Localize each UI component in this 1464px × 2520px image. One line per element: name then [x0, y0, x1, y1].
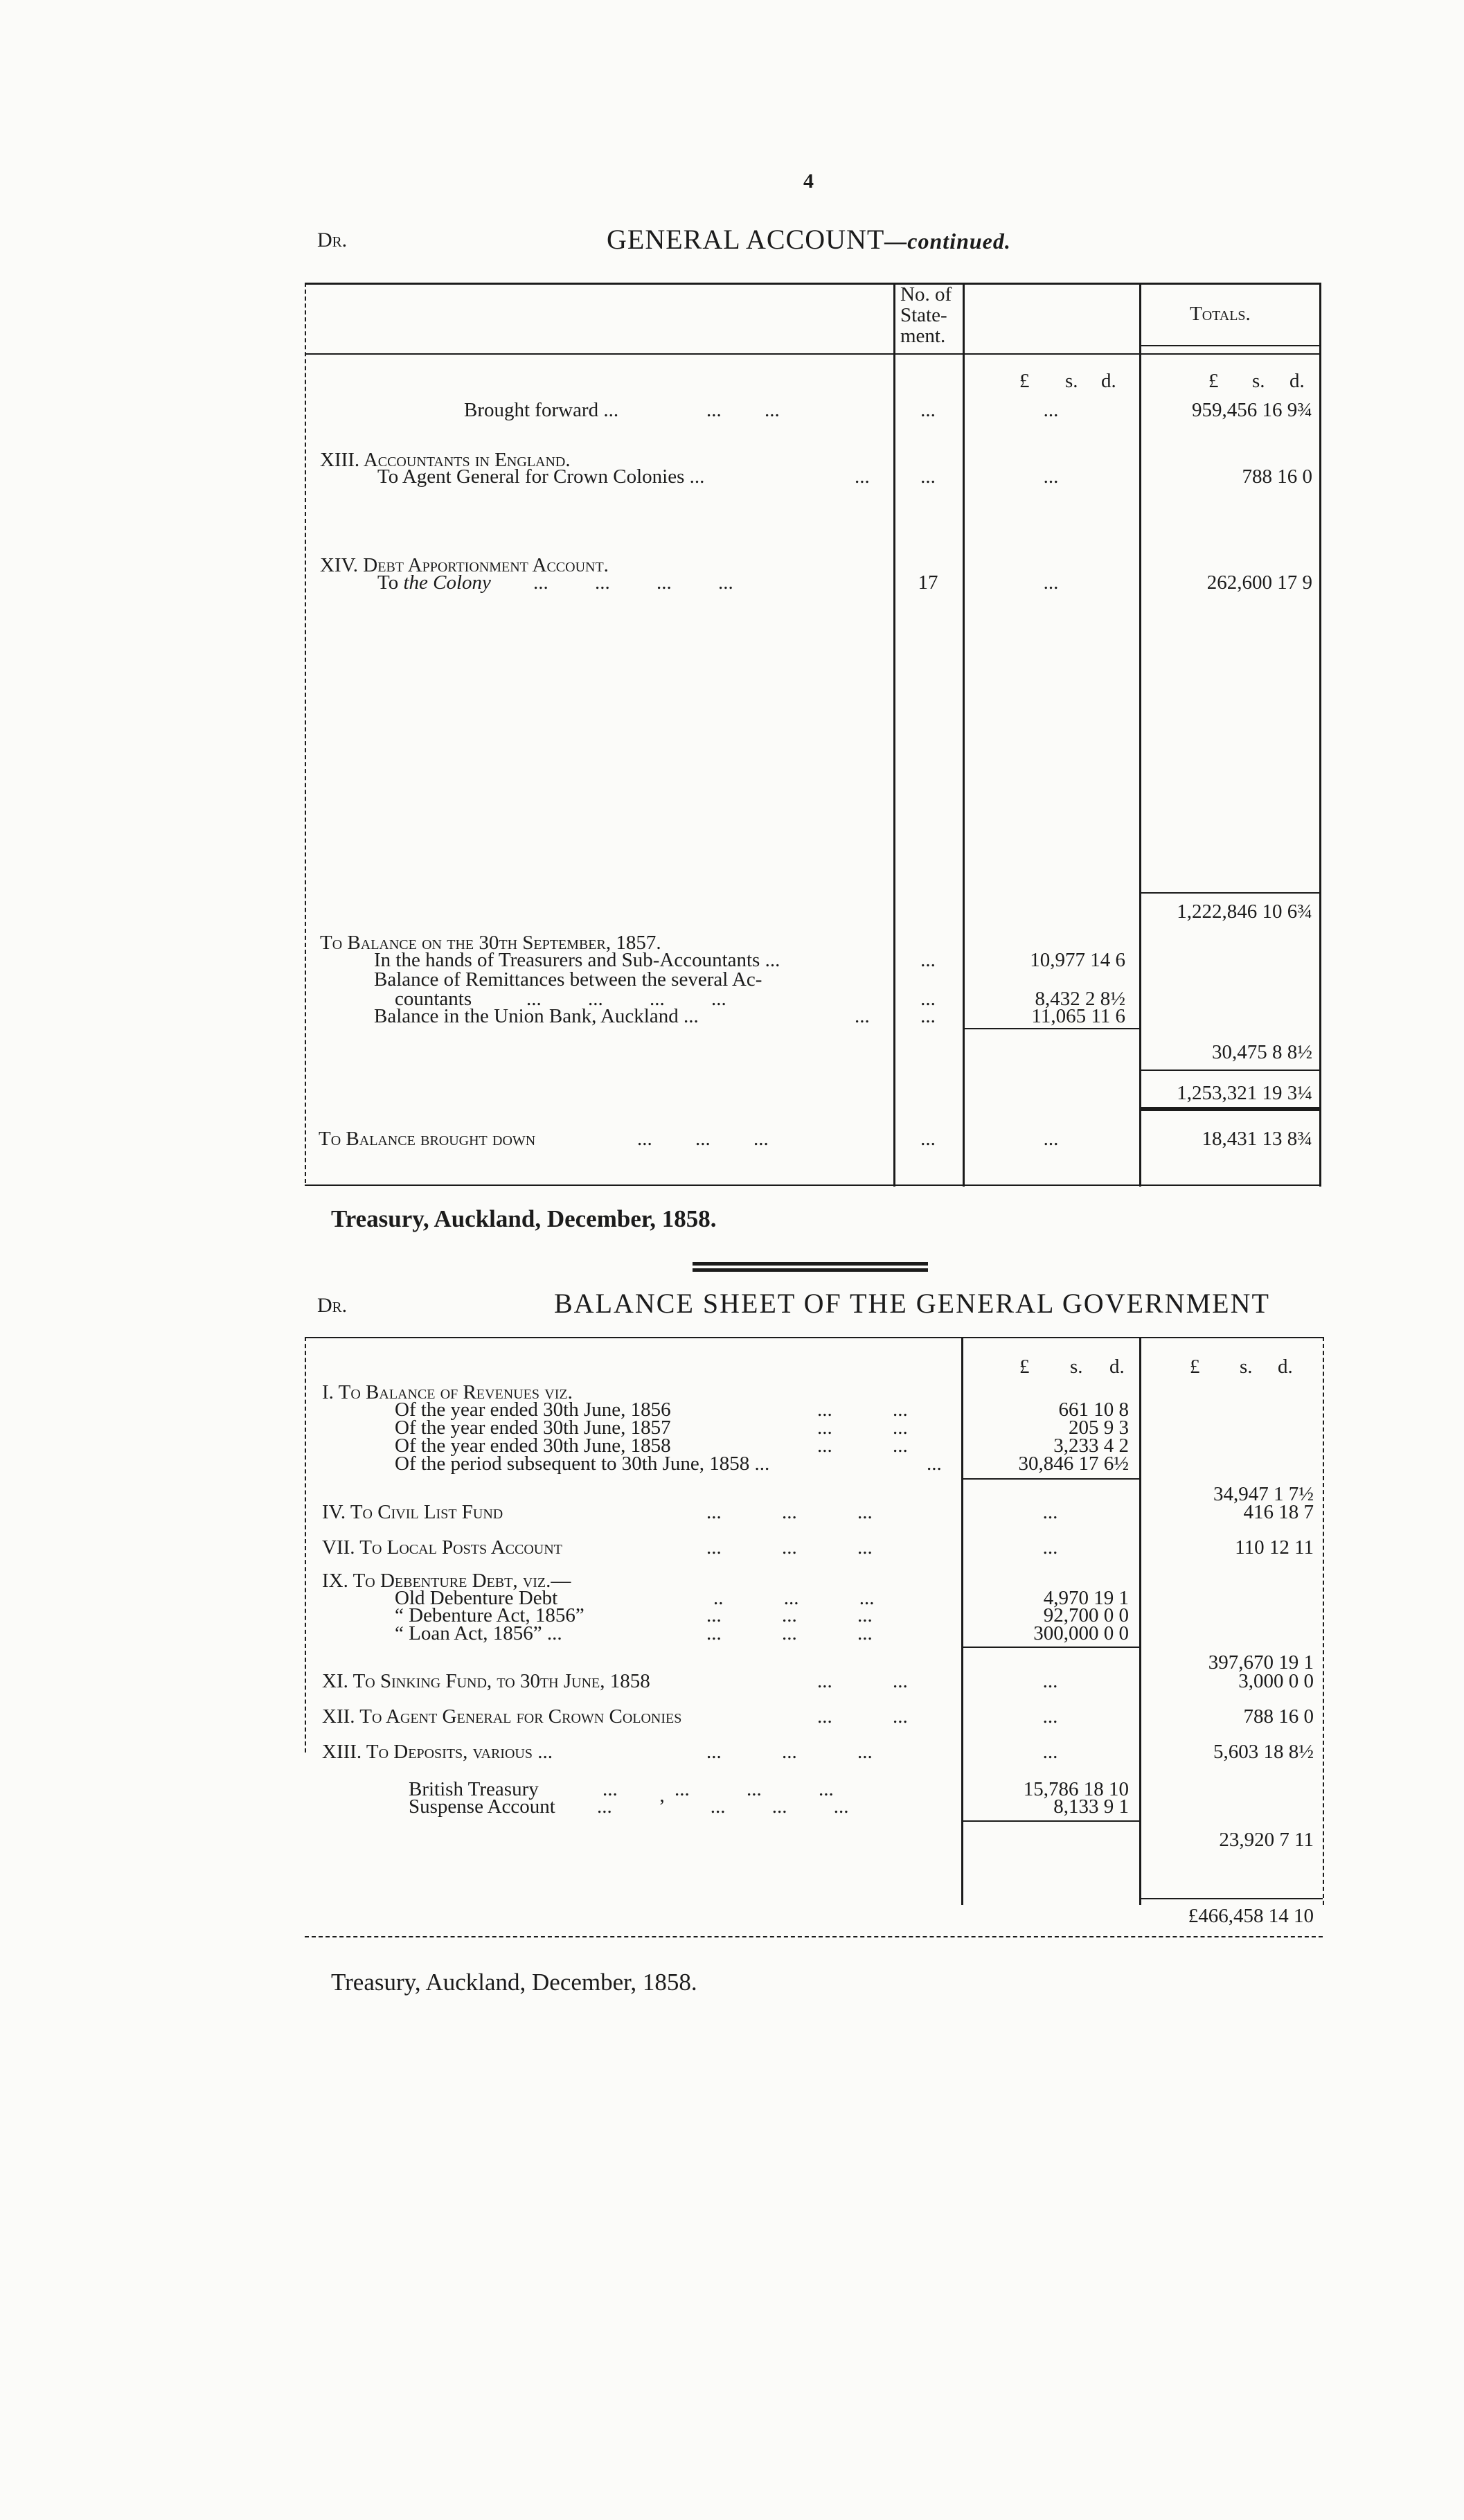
deposits-label: XIII. To Deposits, various ...: [322, 1741, 553, 1763]
xiv-colony-label: [377, 571, 491, 594]
bal-remittances-stmt: ...: [920, 988, 936, 1010]
bal-remittances-dots: ... ... ... ...: [526, 988, 726, 1010]
separator-rule-1: [693, 1262, 928, 1266]
bal-remittances-label-1: Balance of Remittances between the several Ac-: [374, 968, 762, 991]
sinking-fund-label: XI. To Sinking Fund, to 30th June, 1858: [322, 1670, 650, 1692]
general-footer: Treasury, Auckland, December, 1858.: [331, 1205, 717, 1232]
brought-forward-total: 959,456 16 9¾: [1192, 399, 1312, 421]
xiii-agent-label: To Agent General for Crown Colonies ...: [377, 465, 705, 488]
general-bottom-rule: [305, 1184, 1321, 1186]
balance-amt-s-head: s.: [1070, 1356, 1083, 1378]
xiv-colony-name: the Colony: [403, 571, 491, 594]
revenue-1858-label: Of the year ended 30th June, 1858: [395, 1435, 671, 1457]
civil-list-label: IV. To Civil List Fund: [322, 1501, 503, 1523]
grand-total-double-rule: [1139, 1107, 1319, 1111]
general-amt-s-head: s.: [1065, 370, 1078, 392]
bal-treasurers-stmt: ...: [920, 949, 936, 971]
debenture-total: 397,670 19 1: [1208, 1651, 1314, 1674]
statement-column-header: [900, 284, 952, 346]
totals-column-header: Totals.: [1190, 303, 1251, 325]
statement-header-line-1: No. of: [900, 283, 952, 305]
general-table-top-rule: [305, 283, 1321, 285]
local-posts-amount: ...: [1042, 1536, 1058, 1559]
revenue-1857-dots: ... ...: [817, 1417, 908, 1439]
civil-list-total: 416 18 7: [1243, 1501, 1314, 1523]
balance-1857-heading: To Balance on the 30th September, 1857.: [320, 932, 661, 954]
grand-total-top-rule: [1139, 1070, 1319, 1071]
general-right-rule: [1319, 283, 1321, 1187]
balance-total-rule: [1139, 1898, 1323, 1899]
british-treasury-label: British Treasury: [409, 1778, 539, 1800]
brought-down-label: To Balance brought down: [319, 1128, 536, 1150]
civil-list-dots: ... ... ...: [706, 1501, 873, 1523]
general-total-d-head: d.: [1289, 370, 1305, 392]
old-debenture-dots: .. ... ...: [713, 1587, 875, 1609]
bal-remittances-label-2: countants: [395, 988, 472, 1010]
old-debenture-label: Old Debenture Debt: [395, 1587, 558, 1609]
balance-left-rule: [305, 1337, 306, 1753]
balance-total-s-head: s.: [1240, 1356, 1253, 1378]
bal-remittances-amount: 8,432 2 8½: [1035, 988, 1125, 1010]
balance-total-pound-head: £: [1190, 1356, 1200, 1378]
loan-act-dots: ... ... ...: [706, 1622, 873, 1644]
general-title-main: GENERAL ACCOUNT: [607, 224, 885, 255]
deposits-amount: ...: [1042, 1741, 1058, 1763]
bal-treasurers-amount: 10,977 14 6: [1030, 949, 1125, 971]
revenue-1857-amount: 205 9 3: [1069, 1417, 1129, 1439]
revenue-1856-label: Of the year ended 30th June, 1856: [395, 1399, 671, 1421]
xiii-heading: XIII. Accountants in England.: [320, 449, 571, 471]
balance-dr-label: Dr.: [317, 1294, 348, 1317]
civil-list-amount: ...: [1042, 1501, 1058, 1523]
local-posts-total: 110 12 11: [1235, 1536, 1314, 1559]
balance-amt-right-rule: [1139, 1337, 1141, 1905]
british-treasury-amount: 15,786 18 10: [1023, 1778, 1129, 1800]
page-number: 4: [803, 170, 814, 193]
xiv-colony-to: To: [377, 571, 404, 594]
suspense-account-dots: ... ’ ... ... ...: [597, 1795, 849, 1818]
suspense-account-amount: 8,133 9 1: [1053, 1795, 1129, 1818]
general-subtotal: 1,222,846 10 6¾: [1177, 900, 1312, 923]
brought-forward-stmt: ...: [920, 399, 936, 421]
deposits-total: 5,603 18 8½: [1213, 1741, 1314, 1763]
xiv-colony-total: 262,600 17 9: [1206, 571, 1312, 594]
subtotal-rule: [1139, 892, 1319, 894]
general-dr-label: Dr.: [317, 229, 348, 251]
general-total-pound-head: £: [1208, 370, 1219, 392]
bal-union-bank-stmt: ...: [920, 1005, 936, 1027]
statement-header-line-2: State-: [900, 304, 947, 326]
xiii-agent-total: 788 16 0: [1242, 465, 1312, 488]
brought-forward-amount: ...: [1043, 399, 1059, 421]
deposits-dots: ... ... ...: [706, 1741, 873, 1763]
revenue-1857-label: Of the year ended 30th June, 1857: [395, 1417, 671, 1439]
bal-treasurers-label: In the hands of Treasurers and Sub-Accountants ...: [374, 949, 780, 971]
debenture-act-label: “ Debenture Act, 1856”: [395, 1604, 584, 1626]
brought-down-stmt: ...: [920, 1128, 936, 1150]
revenue-subsequent-dots: ...: [927, 1453, 942, 1475]
xiv-colony-dots: ... ... ... ...: [533, 571, 733, 594]
british-treasury-dots: ... ... ... ...: [602, 1778, 834, 1800]
loan-act-amount: 300,000 0 0: [1033, 1622, 1129, 1644]
balance-amt-pound-head: £: [1019, 1356, 1030, 1378]
revenues-heading: I. To Balance of Revenues viz.: [322, 1381, 573, 1403]
debenture-act-amount: 92,700 0 0: [1043, 1604, 1129, 1626]
general-header-rule: [305, 353, 1321, 355]
brought-forward-dots: ... ...: [706, 399, 780, 421]
brought-down-total: 18,431 13 8¾: [1202, 1128, 1312, 1150]
bal-union-bank-label: Balance in the Union Bank, Auckland ...: [374, 1005, 699, 1027]
general-title: [607, 223, 1011, 256]
local-posts-dots: ... ... ...: [706, 1536, 873, 1559]
agent-general-dots: ... ...: [817, 1705, 908, 1728]
balance-amt-d-head: d.: [1109, 1356, 1125, 1378]
balance-bottom-rule: [305, 1936, 1323, 1937]
revenue-1856-amount: 661 10 8: [1058, 1399, 1129, 1421]
revenue-1856-dots: ... ...: [817, 1399, 908, 1421]
separator-rule-2: [693, 1268, 928, 1272]
sinking-fund-total: 3,000 0 0: [1238, 1670, 1314, 1692]
xiii-agent-amount: ...: [1043, 465, 1059, 488]
general-total-s-head: s.: [1252, 370, 1265, 392]
loan-act-label: “ Loan Act, 1856” ...: [395, 1622, 562, 1644]
suspense-account-label: Suspense Account: [409, 1795, 555, 1818]
general-amt-pound-head: £: [1019, 370, 1030, 392]
general-title-continued: —continued.: [884, 229, 1011, 254]
balance-top-rule: [305, 1337, 1324, 1338]
brought-down-dots: ... ... ...: [637, 1128, 769, 1150]
balance-grand-total: £466,458 14 10: [1188, 1905, 1314, 1927]
balance-right-rule: [1323, 1337, 1324, 1905]
debenture-heading: IX. To Debenture Debt, viz.—: [322, 1570, 571, 1592]
local-posts-label: VII. To Local Posts Account: [322, 1536, 562, 1559]
revenue-1858-amount: 3,233 4 2: [1053, 1435, 1129, 1457]
xiv-colony-amount: ...: [1043, 571, 1059, 594]
revenue-subsequent-amount: 30,846 17 6½: [1018, 1453, 1129, 1475]
general-totals-rule: [1139, 345, 1319, 346]
general-grand-total: 1,253,321 19 3¼: [1177, 1082, 1312, 1104]
debenture-rule: [961, 1647, 1139, 1648]
statement-header-line-3: ment.: [900, 325, 946, 347]
revenue-1858-dots: ... ...: [817, 1435, 908, 1457]
balance-footer: Treasury, Auckland, December, 1858.: [331, 1969, 697, 1996]
balance-sheet-title: BALANCE SHEET OF THE GENERAL GOVERNMENT: [554, 1288, 1270, 1319]
old-debenture-amount: 4,970 19 1: [1043, 1587, 1129, 1609]
xiv-heading: XIV. Debt Apportionment Account.: [320, 554, 609, 576]
balance-1857-total: 30,475 8 8½: [1212, 1041, 1312, 1063]
brought-forward-label: Brought forward ...: [464, 399, 619, 421]
general-amt-d-head: d.: [1101, 370, 1116, 392]
revenues-rule: [961, 1478, 1139, 1480]
debenture-act-dots: ... ... ...: [706, 1604, 873, 1626]
agent-general-amount: ...: [1042, 1705, 1058, 1728]
revenue-subsequent-label: Of the period subsequent to 30th June, 1858 ...: [395, 1453, 770, 1475]
agent-general-total: 788 16 0: [1243, 1705, 1314, 1728]
xiii-agent-dots: ...: [855, 465, 870, 488]
xiii-agent-stmt: ...: [920, 465, 936, 488]
agent-general-label: XII. To Agent General for Crown Colonies: [322, 1705, 682, 1728]
bal-union-bank-amount: 11,065 11 6: [1031, 1005, 1125, 1027]
sinking-fund-amount: ...: [1042, 1670, 1058, 1692]
brought-down-amount: ...: [1043, 1128, 1059, 1150]
deposits-sub-total: 23,920 7 11: [1219, 1829, 1314, 1851]
xiv-colony-stmt: 17: [918, 571, 938, 594]
revenues-total: 34,947 1 7½: [1213, 1483, 1314, 1505]
balance-amount-rule: [963, 1028, 1139, 1029]
bal-union-bank-dots: ...: [855, 1005, 870, 1027]
deposits-rule: [961, 1820, 1139, 1822]
sinking-fund-dots: ... ...: [817, 1670, 908, 1692]
balance-total-d-head: d.: [1278, 1356, 1293, 1378]
general-left-rule: [305, 283, 306, 1183]
